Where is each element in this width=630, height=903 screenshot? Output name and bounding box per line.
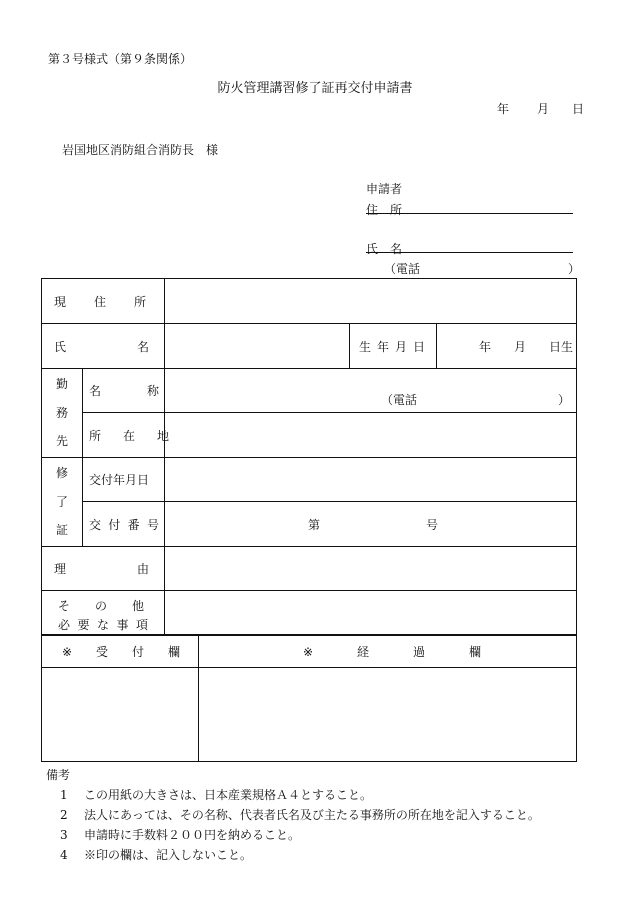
- note-number: 4: [60, 848, 68, 862]
- reason-field[interactable]: [165, 547, 576, 590]
- applicant-address-field[interactable]: [366, 213, 573, 214]
- reason-label: 理 由: [54, 562, 149, 576]
- list-item: [60, 786, 372, 803]
- reception-column-header: ※ 受 付 欄: [62, 644, 180, 659]
- date-month-label: 月: [537, 102, 550, 116]
- note-number: 3: [60, 828, 68, 842]
- current-address-label: 現 住 所: [54, 294, 146, 309]
- workplace-phone-open: （電話: [381, 393, 418, 407]
- certificate-group-label: 修 了 証: [55, 466, 68, 537]
- notes-heading: 備考: [46, 768, 71, 782]
- form-number: 第３号様式（第９条関係）: [48, 52, 193, 66]
- issue-number-prefix: 第: [308, 518, 321, 532]
- applicant-heading: 申請者: [366, 182, 403, 196]
- birth-year-suffix: 年: [479, 340, 492, 354]
- note-text: 申請時に手数料２００円を納めること。: [84, 828, 301, 842]
- applicant-address-label: 住 所: [366, 203, 402, 217]
- applicant-phone-open: （電話: [384, 262, 421, 276]
- birth-month-suffix: 月: [514, 340, 527, 354]
- workplace-location-field[interactable]: [165, 413, 576, 457]
- name-label: 氏 名: [54, 339, 149, 354]
- date-year-label: 年: [497, 102, 510, 116]
- list-item: [60, 846, 252, 863]
- note-text: この用紙の大きさは、日本産業規格Ａ４とすること。: [84, 788, 373, 802]
- application-form-table: [41, 278, 577, 762]
- workplace-name-label: 名 称: [89, 384, 159, 398]
- issue-date-label: 交付年月日: [89, 473, 150, 487]
- date-day-label: 日: [572, 102, 585, 116]
- current-address-field[interactable]: [165, 279, 576, 323]
- addressee: 岩国地区消防組合消防長 様: [62, 143, 219, 157]
- issue-date-field[interactable]: [165, 458, 576, 501]
- workplace-group-label: 勤 務 先: [55, 377, 68, 448]
- note-number: 1: [60, 788, 68, 802]
- list-item: [60, 826, 300, 843]
- progress-column-header: ※ 経 過 欄: [303, 644, 481, 659]
- workplace-phone-close: ）: [558, 393, 571, 407]
- applicant-name-label: 氏 名: [366, 242, 402, 256]
- birth-day-suffix: 日生: [549, 340, 574, 354]
- issue-number-suffix: 号: [426, 518, 439, 532]
- other-label-line2: 必 要 な 事 項: [58, 618, 148, 632]
- other-field[interactable]: [165, 591, 576, 634]
- name-field[interactable]: [165, 324, 349, 368]
- note-text: ※印の欄は、記入しないこと。: [84, 848, 253, 862]
- applicant-name-field[interactable]: [366, 252, 573, 253]
- workplace-location-label: 所 在 地: [89, 428, 169, 443]
- note-number: 2: [60, 808, 68, 822]
- progress-area: [199, 668, 576, 761]
- list-item: [60, 806, 540, 823]
- other-label-line1: そ の 他: [58, 599, 144, 613]
- applicant-phone-close: ）: [568, 262, 581, 276]
- birth-date-label: 生 年 月 日: [359, 339, 425, 354]
- issue-number-label: 交 付 番 号: [89, 517, 159, 532]
- reception-area: [42, 668, 198, 761]
- note-text: 法人にあっては、その名称、代表者氏名及び主たる事務所の所在地を記入すること。: [84, 808, 540, 822]
- page-title: 防火管理講習修了証再交付申請書: [217, 81, 413, 96]
